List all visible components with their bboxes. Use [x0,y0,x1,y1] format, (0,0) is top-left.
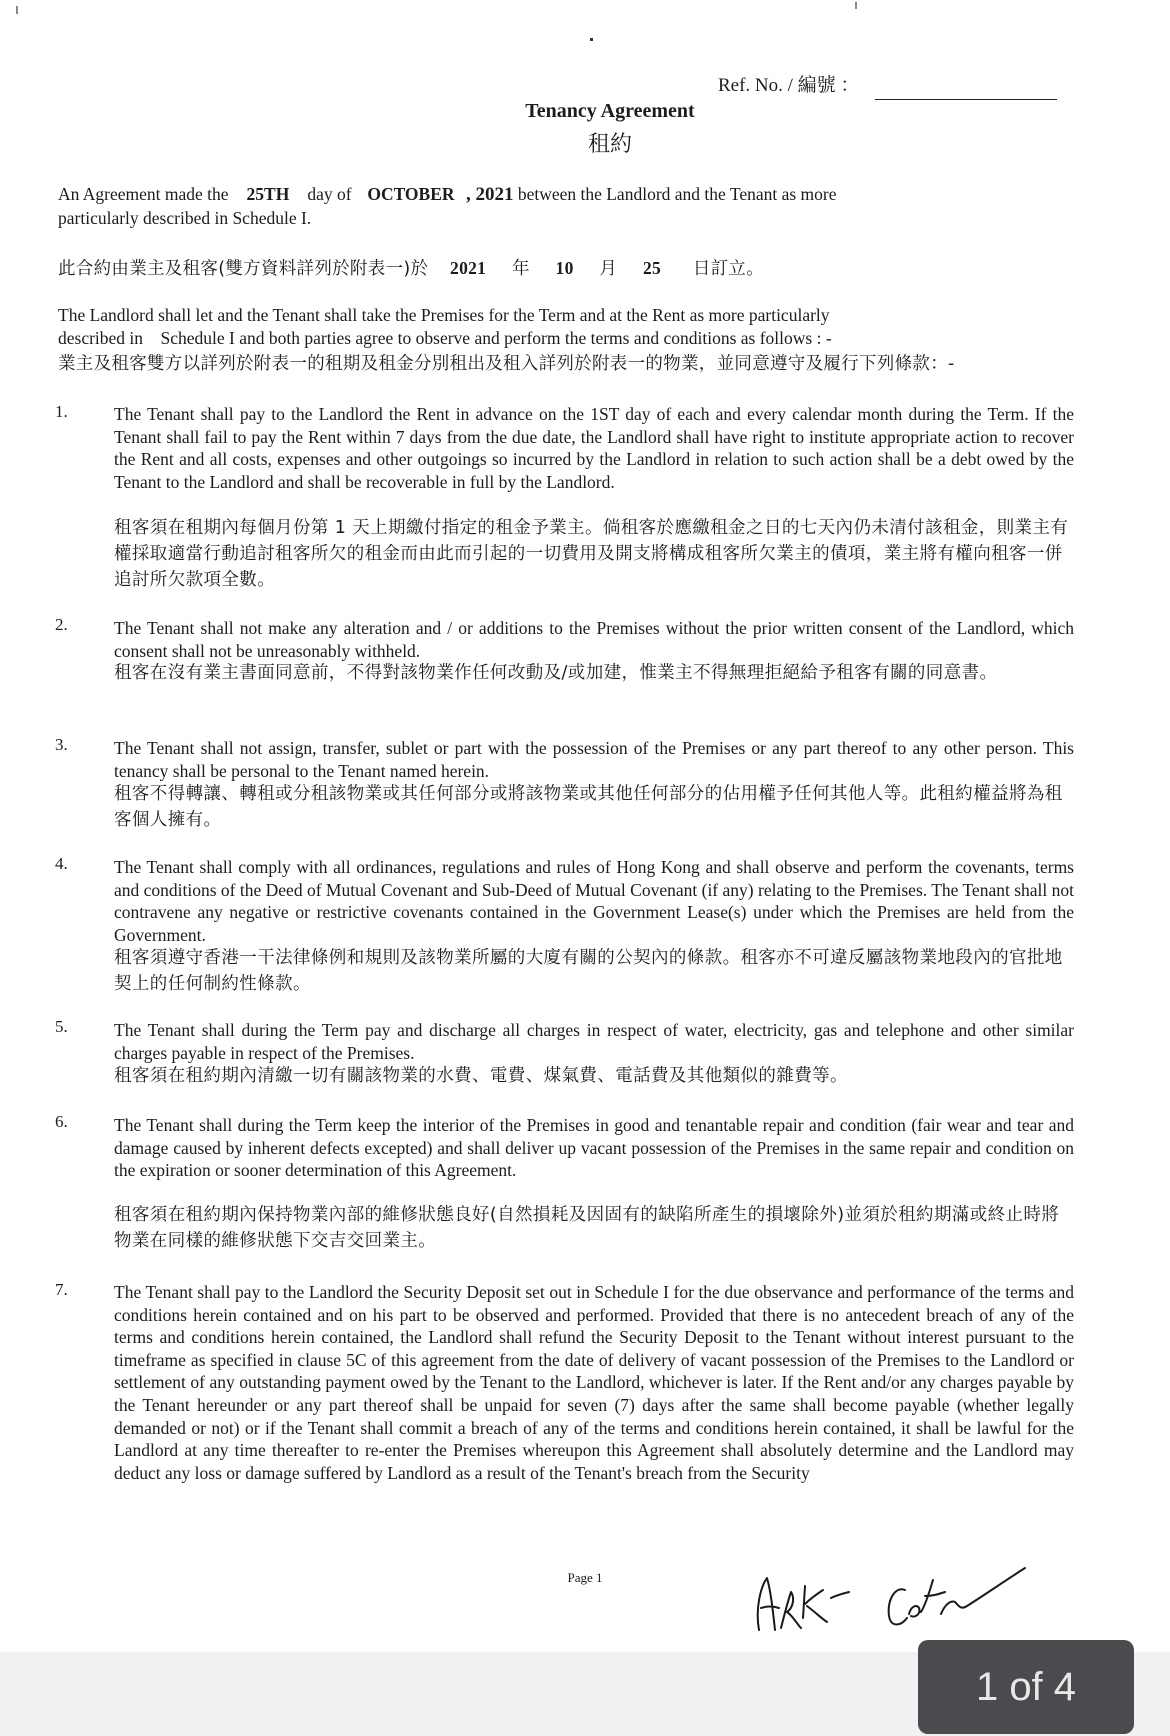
clause-text: The Tenant shall not assign, transfer, sublet or part with the possession of the Premises or any part thereof to any other person. This tenancy shall be personal to the Tenant named herein. [114,738,1074,781]
scan-mark [590,38,593,41]
intro-paragraph-zh [58,256,1108,282]
intro-day: 25TH [246,184,290,204]
intro-text: day of [307,184,352,204]
preamble-line: described in Schedule I and both parties agree to observe and perform the terms and conditions as follows : - [58,327,832,348]
intro-zh-text: 此合約由業主及租客(雙方資料詳列於附表一)於 [58,259,429,279]
clause-text: The Tenant shall comply with all ordinances, regulations and rules of Hong Kong and shall observe and perform the covenants, terms and conditions of the Deed of Mutual Covenant and Sub-Deed of Mutual Covenant (if any) relating to the Premises. The Tenant shall not contravene any negative or restrictive covenants contained in the Government Lease(s) under which the Premises are held from the Government. [114,857,1074,945]
clause-text: The Tenant shall not make any alteration and / or additions to the Premises without the prior written consent of the Landlord, which consent shall not be unreasonably withheld. [114,618,1074,661]
preamble-line: The Landlord shall let and the Tenant shall take the Premises for the Term and at the Rent as more particularly [58,305,830,325]
clause-text-zh: 租客須遵守香港一干法律條例和規則及該物業所屬的大廈有關的公契內的條款。租客亦不可違反屬該物業地段內的官批地契上的任何制約性條款。 [114,948,1063,994]
scan-mark [855,2,857,9]
intro-zh-day: 25 [642,258,662,278]
clause-text-zh: 租客須在租約期內保持物業內部的維修狀態良好(自然損耗及因固有的缺陷所產生的損壞除外)並須於租約期滿或終止時將物業在同樣的維修狀態下交吉交回業主。 [114,1205,1060,1251]
intro-zh-text-end: 日訂立。 [692,259,765,279]
clause-number: 1. [55,402,68,421]
intro-text-line2: particularly described in Schedule I. [58,207,312,228]
signature-landlord [875,1556,1035,1636]
clause-text-zh: 租客須在租約期內清繳一切有關該物業的水費、電費、煤氣費、電話費及其他類似的雜費等。 [114,1066,848,1086]
page-counter-badge: 1 of 4 [918,1640,1134,1734]
preamble-paragraph [58,304,1078,349]
document-title: Tenancy Agreement [525,100,695,122]
intro-paragraph [58,183,1078,229]
intro-zh-year: 2021 [450,258,487,278]
scan-mark [16,6,18,14]
intro-year: , 2021 [465,184,514,205]
clause-text: The Tenant shall pay to the Landlord the Rent in advance on the 1ST day of each and every calendar month during the Term. If the Tenant shall fail to pay the Rent within 7 days from the due date, the Landlord shall have right to institute appropriate action to recover the Rent and all costs, expenses and other outgoings so incurred by the Landlord in relation to such action shall be a debt owed by the Tenant to the Landlord and shall be recoverable in full by the Landlord. [114,404,1074,492]
document-title-zh: 租約 [587,132,632,157]
intro-zh-month: 10 [555,258,574,278]
clause-text-zh: 租客不得轉讓、轉租或分租該物業或其任何部分或將該物業或其他任何部分的佔用權予任何其他人等。此租約權益將為租客個人擁有。 [114,784,1063,830]
clause-text-zh: 租客在沒有業主書面同意前，不得對該物業作任何改動及/或加建，惟業主不得無理拒絕給予租客有關的同意書。 [114,663,998,683]
clause-text: The Tenant shall during the Term keep the interior of the Premises in good and tenantable repair and condition (fair wear and tear and damage caused by inherent defects excepted) and shall deliver up vacant possession of the Premises in the same repair and condition on the expiration or sooner determination of this Agreement. [114,1115,1074,1180]
ref-number-label: Ref. No. / 編號 ： [718,75,860,96]
clause-text: The Tenant shall during the Term pay and discharge all charges in respect of water, electricity, gas and telephone and other similar charges payable in respect of the Premises. [114,1020,1074,1063]
clause-number: 2. [55,615,68,634]
clause-number: 6. [55,1112,68,1131]
intro-zh-year-unit: 年 [511,259,530,279]
page-number: Page 1 [567,1570,603,1585]
clause-number: 7. [55,1280,68,1299]
clause-number: 4. [55,854,68,873]
clause-text-zh: 租客須在租期內每個月份第 1 天上期繳付指定的租金予業主。倘租客於應繳租金之日的七天內仍未清付該租金，則業主有權採取適當行動追討租客所欠的租金而由此而引起的一切費用及開支將構成租客所欠業主的債項，業主將有權向租客一併追討所欠款項全數。 [114,518,1069,590]
clause-number: 3. [55,735,68,754]
intro-text: between the Landlord and the Tenant as more [517,184,837,204]
preamble-zh: 業主及租客雙方以詳列於附表一的租期及租金分別租出及租入詳列於附表一的物業，並同意遵守及履行下列條款：- [58,354,955,374]
intro-month: OCTOBER [367,184,455,204]
intro-zh-month-unit: 月 [599,259,618,279]
clause-number: 5. [55,1017,68,1036]
intro-text: An Agreement made the [58,184,229,204]
clause-text: The Tenant shall pay to the Landlord the Security Deposit set out in Schedule I for the due observance and performance of the terms and conditions herein contained and on his part to be observed and performed. Provided that there is no antecedent breach of any of the terms and conditions herein contained, the Landlord shall refund the Security Deposit to the Tenant without interest pursuant to the timeframe as specified in clause 5C of this agreement from the date of delivery of vacant possession of the Premises to the Landlord or settlement of any outstanding payment owed by the Tenant to the Landlord, whichever is later. If the Rent and/or any charges payable by the Tenant hereunder or any part thereof shall be unpaid for seven (7) days after the same shall become payable (whether legally demanded or not) or if the Tenant shall commit a breach of any of the terms and conditions herein contained, it shall be lawful for the Landlord at any time thereafter to re-enter the Premises whereupon this Agreement shall absolutely determine and the Landlord may deduct any loss or damage suffered by Landlord as a result of the Tenant's breach from the Security [114,1282,1074,1483]
signature-tenant [745,1568,855,1640]
